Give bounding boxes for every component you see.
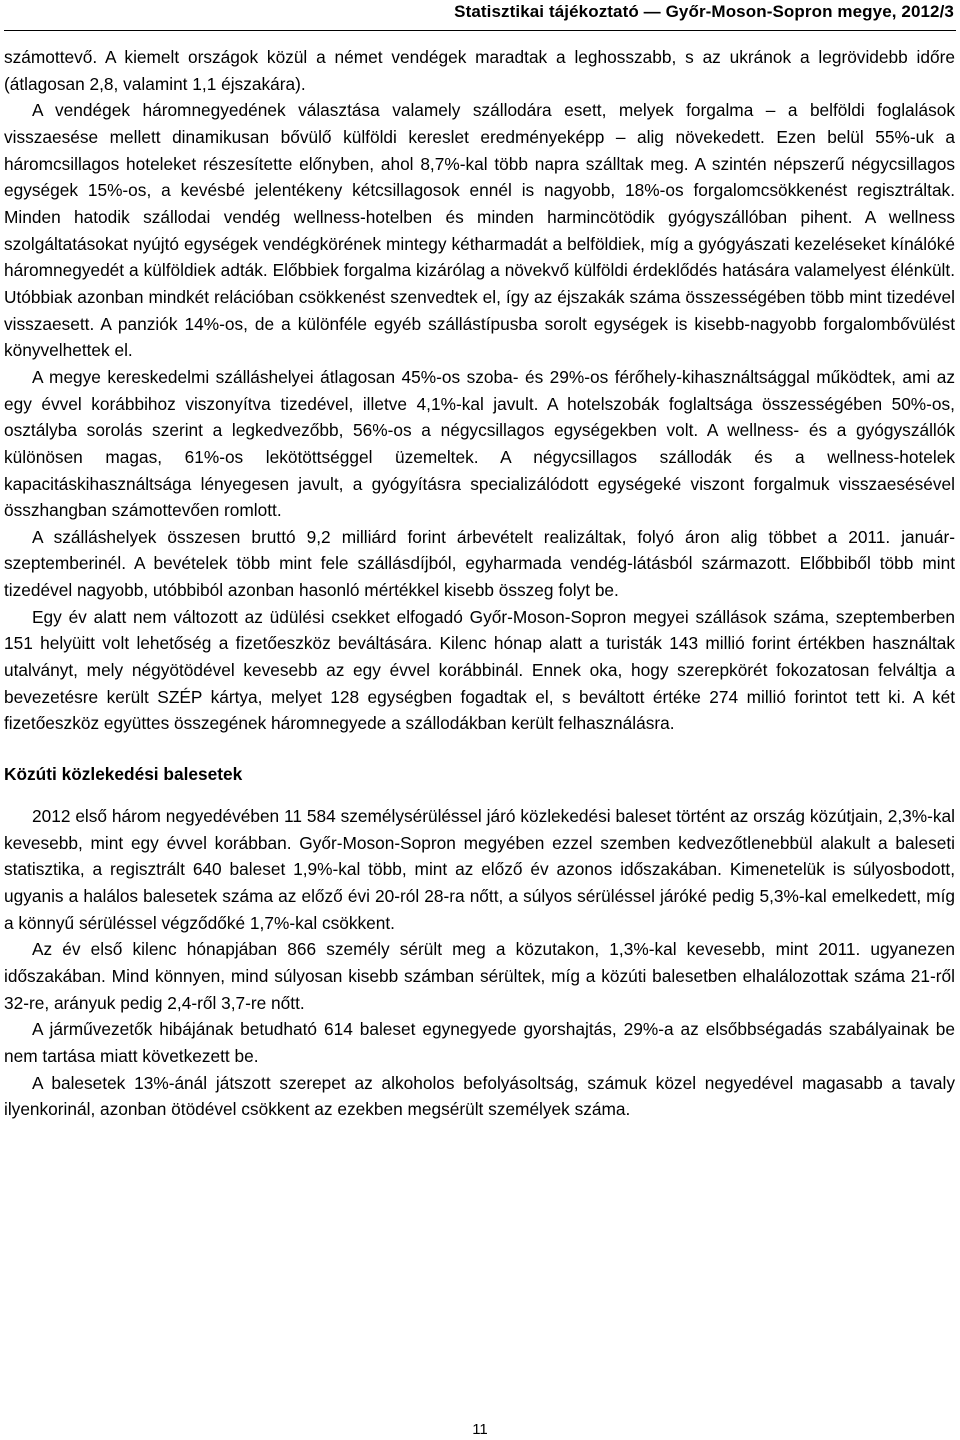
paragraph-alcohol: A balesetek 13%-ánál játszott szerepet az alkoholos befolyásoltság, számuk közel negyedével magasabb a tavaly ilyenkorinál, azonban ötödével csökkent az ezekben megsérült személyek száma.	[4, 1072, 955, 1120]
page-number: 11	[472, 1421, 488, 1438]
paragraph-injured-persons: Az év első kilenc hónapjában 866 személy sérült meg a közutakon, 1,3%-kal kevesebb, mint 2011. ugyanezen időszakában. Mind könnyen, mind súlyosan kisebb számban sérültek, míg a közúti balesetben elhalálozottak száma 21-ről 32-re, arányuk pedig 2,4-ről 3,7-re nőtt.	[4, 939, 955, 1013]
paragraph-occupancy: A megye kereskedelmi szálláshelyei átlagosan 45%-os szoba- és 29%-os férőhely-kihasználtsággal működtek, ami az egy évvel korábbihoz viszonyítva tizedével, illetve 4,1%-kal javult. A hotelszobák foglaltsága összességében 50%-os, osztályba sorolás szerint a legkedvezőbb, 56%-os a négycsillagos egységekben volt. A wellness- és a gyógyszállók különösen magas, 61%-os lekötöttséggel üzemeltek. A négycsillagos szállodák és a wellness-hotelek kapacitáskihasználtsága lényegesen javult, a gyógyításra specializálódott egységeké viszont forgalmuk visszaesésével összhangban számottevően romlott.	[4, 366, 955, 521]
header-rule	[4, 30, 956, 31]
paragraph-driver-fault: A járművezetők hibájának betudható 614 baleset egynegyede gyorshajtás, 29%-a az elsőbbségadás szabályainak be nem tartása miatt következett be.	[4, 1019, 955, 1066]
paragraph-vouchers: Egy év alatt nem változott az üdülési csekket elfogadó Győr-Moson-Sopron megyei szállások száma, szeptemberben 151 helyüitt volt lehetőség a fizetőeszköz beváltására. Kilenc hónap alatt a turisták 143 millió forint értékben használtak utalványt, mely négyötödével kevesebb az egy évvel korábbinál. Ennek oka, hogy szerepkörét fokozatosan felváltja a bevezetésre került SZÉP kártya, melyet 128 egységben fogadtak el, s beváltott értéke 274 millió forintot tett ki. A két fizetőeszköz együttes összegének háromnegyede a szállodákban került felhasználásra.	[4, 606, 955, 734]
paragraph-hotel-demand: A vendégek háromnegyedének választása valamely szállodára esett, melyek forgalma – a belföldi foglalások visszaesése mellett dinamikusan bővülő külföldi kereslet eredményeképp – alig növekedett. Ezen belül 55%-uk a háromcsillagos hoteleket részesítette előnyben, ahol 8,7%-kal több napra szálltak meg. A szintén népszerű négycsillagos egységek 15%-os, a kevésbé jelentékeny kétcsillagosok ennél is nagyobb, 18%-os forgalomcsökkenést regisztráltak. Minden hatodik szállodai vendég wellness-hotelben és minden harmincötödik gyógyszállóban pihent. A wellness szolgáltatásokat nyújtó egységek vendégkörének mintegy kétharmadát a belföldiek, míg a gyógyászati kezeléseket kínálóké háromnegyedét a külföldiek adták. Előbbiek forgalma kizárólag a növekvő külföldi érdeklődés hatására valamelyest élénkült. Utóbbiak azonban mindkét relációban csökkenést szenvedtek el, így az éjszakák száma összességében több mint tizedével visszaesett. A panziók 14%-os, de a különféle egyéb szállástípusba sorolt egységek is kisebb-nagyobb forgalombővülést könyvelhettek el.	[4, 100, 955, 361]
paragraph-accidents-overview: 2012 első három negyedévében 11 584 személysérüléssel járó közlekedési baleset történt az ország közútjain, 2,3%-kal kevesebb, mint egy évvel korábban. Győr-Moson-Sopron megyében ezzel szemben kedvezőtlenebbül alakult a baleseti statisztika, a regisztrált 640 baleset 1,9%-kal több, mint az előző év azonos időszakában. Kimenetelük is súlyosbodott, ugyanis a halálos balesetek száma az előző évi 20-ról 28-ra nőtt, a súlyos sérüléssel járóké pedig 5,3%-kal emelkedett, míg a könnyű sérüléssel végződőké 1,7%-kal csökkent.	[4, 806, 955, 933]
section-heading-road-accidents: Közúti közlekedési balesetek	[4, 764, 243, 785]
paragraph-continuation: számottevő. A kiemelt országok közül a német vendégek maradtak a leghosszabb, s az ukránok a legrövidebb időre (átlagosan 2,8, valamint 1,1 éjszakára).	[4, 47, 955, 94]
running-header: Statisztikai tájékoztató — Győr-Moson-Sopron megye, 2012/3	[454, 2, 954, 21]
page-body	[4, 44, 955, 1123]
paragraph-revenue: A szálláshelyek összesen bruttó 9,2 milliárd forint árbevételt realizáltak, folyó áron alig többet a 2011. január-szeptemberinél. A bevételek több mint fele szállásdíjból, egyharmada vendég-látásból származott. Előbbiből több mint tizedével nagyobb, utóbbiból azonban hasonló mértékkel kisebb összeg folyt be.	[4, 526, 955, 601]
